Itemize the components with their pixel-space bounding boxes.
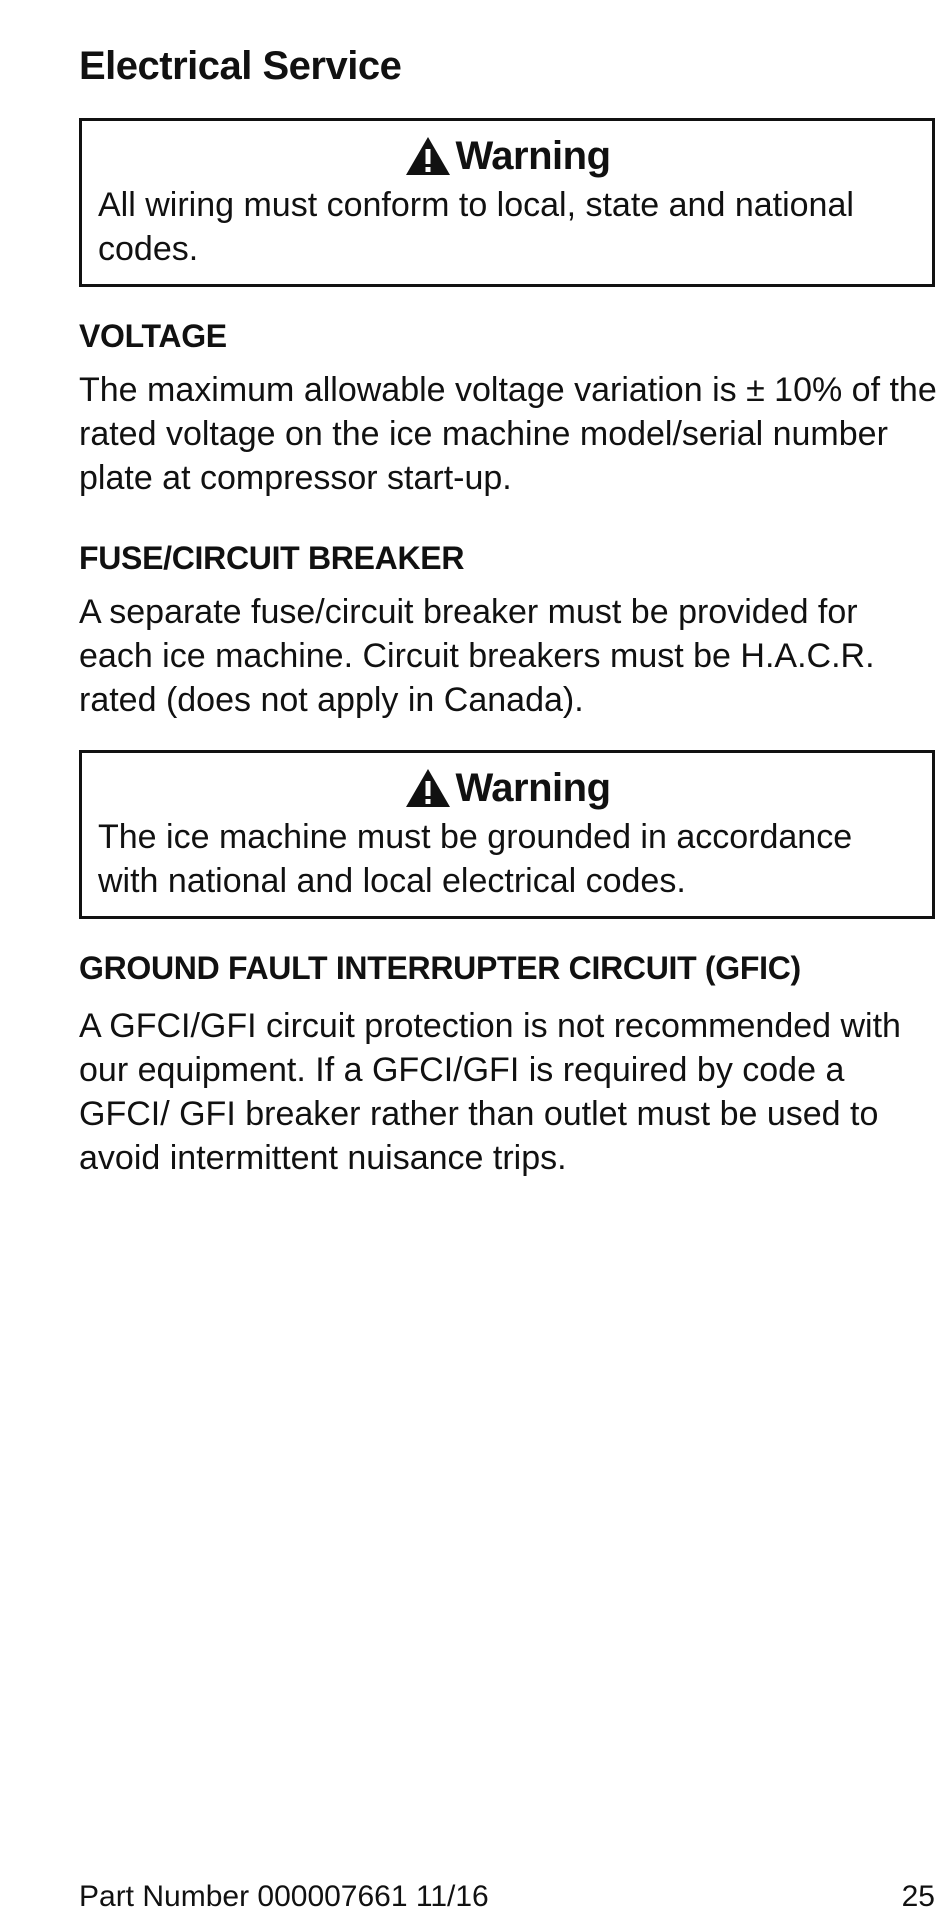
page-title: Electrical Service — [79, 44, 402, 88]
section-text-gfic: A GFCI/GFI circuit protection is not recommended with our equipment. If a GFCI/GFI is required by code a GFCI/ GFI breaker rather than outlet must be used to avoid intermittent nuisance trips. — [79, 1007, 901, 1177]
warning-title: Warning — [455, 765, 611, 810]
warning-title: Warning — [455, 133, 611, 178]
warning-header — [98, 763, 916, 813]
warning-text: The ice machine must be grounded in accordance with national and local electrical codes. — [98, 818, 853, 900]
part-number: Part Number 000007661 11/16 — [79, 1880, 489, 1913]
warning-triangle-icon — [404, 767, 452, 809]
section-text-fuse: A separate fuse/circuit breaker must be provided for each ice machine. Circuit breakers must be H.A.C.R. rated (does not apply in Canada). — [79, 593, 875, 719]
warning-text: All wiring must conform to local, state and national codes. — [98, 186, 854, 268]
section-heading-voltage: VOLTAGE — [79, 318, 227, 354]
warning-box-wiring — [79, 118, 935, 287]
page-number: 25 — [901, 1880, 935, 1913]
warning-header — [98, 131, 916, 181]
warning-box-grounding — [79, 750, 935, 919]
section-heading-gfic: GROUND FAULT INTERRUPTER CIRCUIT (GFIC) — [79, 950, 801, 986]
warning-triangle-icon — [404, 135, 452, 177]
section-text-voltage: The maximum allowable voltage variation is ± 10% of the rated voltage on the ice machine model/serial number plate at compressor start-up. — [79, 371, 937, 497]
section-heading-fuse: FUSE/CIRCUIT BREAKER — [79, 540, 465, 576]
